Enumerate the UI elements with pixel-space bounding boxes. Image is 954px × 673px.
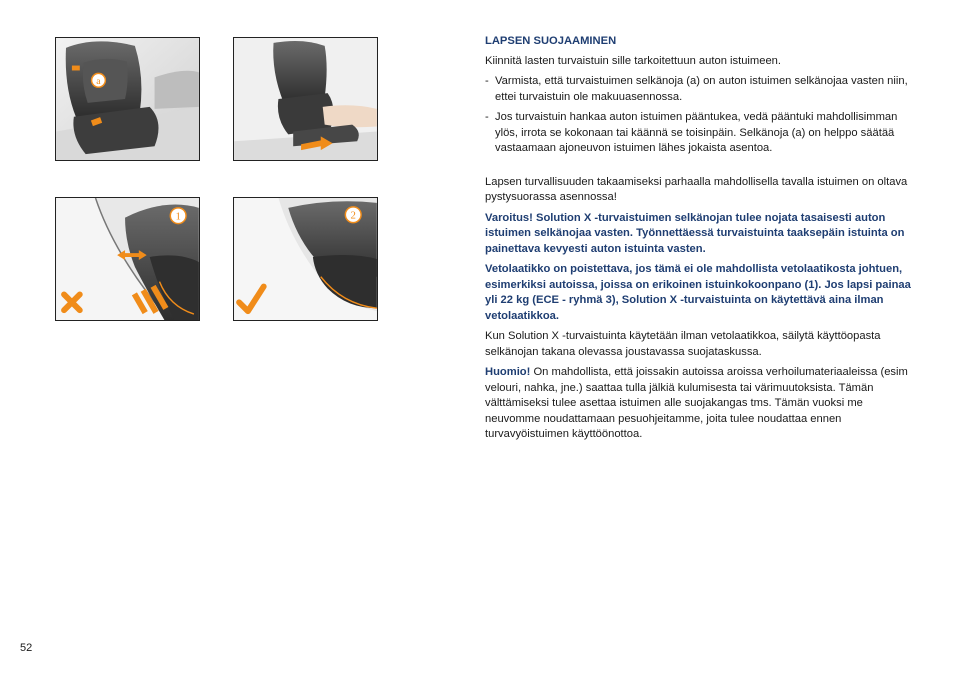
bullet-dash: - [485, 75, 489, 87]
figure-correct-installation [233, 197, 378, 321]
note-paragraph [485, 365, 917, 443]
seat-backrest-illustration [56, 38, 199, 160]
seat-adjust-illustration [234, 38, 377, 160]
bullet-item [485, 110, 917, 157]
incorrect-installation-illustration [56, 198, 199, 320]
callout-1-label: 1 [175, 210, 181, 223]
safety-paragraph: Lapsen turvallisuuden takaamiseksi parhaalla mahdollisella tavalla istuimen on oltava pystysuorassa asennossa! [485, 175, 908, 203]
note-label: Huomio! [485, 366, 531, 378]
intro-paragraph: Kiinnitä lasten turvaistuin sille tarkoitettuun auton istuimeen. [485, 54, 782, 67]
drawer-warning-paragraph: Vetolaatikko on poistettava, jos tämä ei ole mahdollista vetolaatikosta johtuen, esimerkiksi autoissa, joissa on erikoinen istuinkokoonpano (1). Jos lapsi painaa yli 22 kg (ECE - ryhmä 3), Solution X -turvaistuinta on käytettävä aina ilman vetolaatikkoa. [485, 263, 911, 322]
correct-installation-illustration [234, 198, 377, 320]
warning-paragraph: Varoitus! Solution X -turvaistuimen selkänojan tulee nojata tasaisesti auton istuimen selkänojaa vasten. Työnnettäessä turvaistuinta taaksepäin istuinta on painettava kevyesti auton istuinta vasten. [485, 211, 905, 255]
callout-2-label: 2 [350, 209, 356, 222]
figure-incorrect-installation [55, 197, 200, 321]
figure-seat-adjust [233, 37, 378, 161]
storage-paragraph: Kun Solution X -turvaistuinta käytetään ilman vetolaatikkoa, säilytä käyttöopasta selkänojan takana olevassa joustavassa suojataskussa. [485, 330, 881, 358]
bullet-text: Jos turvaistuin hankaa auton istuimen pääntukea, vedä pääntuki mahdollisimman ylös, irrota se kokonaan tai käännä se toisinpäin. Selkänoja (a) on helppo säätää vastaamaan ajoneuvon istuimen lähes jokaista asentoa. [495, 111, 898, 154]
bullet-item [485, 74, 917, 105]
callout-a-label: a [96, 75, 101, 87]
page-number: 52 [20, 642, 33, 654]
bullet-dash: - [485, 111, 489, 123]
bullet-text: Varmista, että turvaistuimen selkänoja (a) on auton istuimen selkänojaa vasten niin, ettei turvaistuin ole makuuasennossa. [495, 75, 908, 103]
instructions-column [485, 34, 917, 443]
figure-seat-backrest [55, 37, 200, 161]
note-text: On mahdollista, että joissakin autoissa aroissa verhoilumateriaaleissa (esim velouri, nahka, jne.) saattaa tulla jälkiä kulumisesta tai värimuutoksista. Tämän välttämiseksi tulee asettaa istuimen alle suojakangas tms. Tämän vuoksi me neuvomme noudattamaan pesuohjeitamme, joita tulee noudattaa ennen turvavyöistuimen käyttöönottoa. [485, 366, 908, 440]
section-heading: LAPSEN SUOJAAMINEN [485, 35, 617, 47]
